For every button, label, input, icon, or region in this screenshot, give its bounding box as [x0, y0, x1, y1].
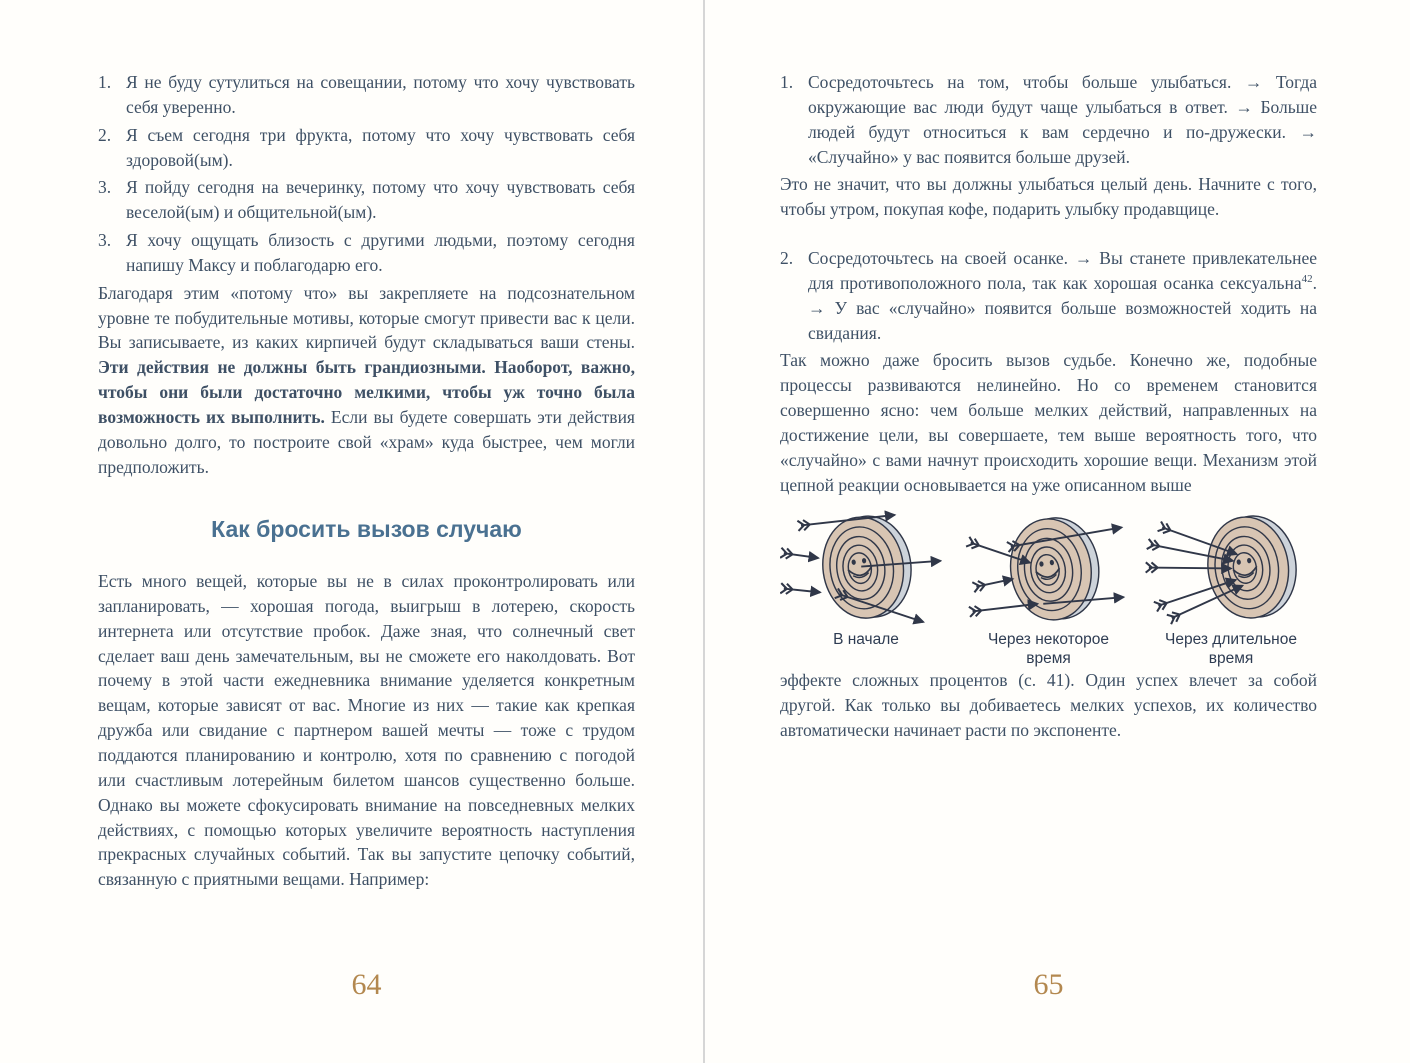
list-marker: 3.	[98, 177, 112, 198]
section-heading: Как бросить вызов случаю	[211, 515, 522, 542]
examples-list	[780, 70, 1317, 345]
list-item-text: Я не буду сутулиться на совещании, потому что хочу чувствовать себя уверенно.	[126, 72, 635, 117]
figure-item-some-time	[963, 508, 1135, 669]
list-item-part2: . → У вас «случайно» появится больше возможностей ходить на свидания.	[808, 272, 1317, 343]
list-item	[98, 228, 635, 278]
paragraph-compound: эффекте сложных процентов (с. 41). Один успех влечет за собой другой. Как только вы добиваетесь мелких успехов, их количество автоматически начинает расти по экспоненте.	[780, 670, 1317, 740]
target-illustration-some-time	[963, 508, 1135, 628]
right-page-content	[780, 70, 1317, 743]
footnote-reference: 42	[1301, 273, 1313, 286]
list-marker: 2.	[98, 124, 112, 145]
list-marker: 1.	[780, 72, 794, 92]
list-item-text: Я съем сегодня три фрукта, потому что хочу чувствовать себя здоровой(ым).	[126, 124, 635, 170]
targets-figure	[780, 508, 1317, 669]
page-gutter-divider	[703, 0, 705, 1063]
page-number-left: 64	[351, 968, 382, 1001]
paragraph-motives	[98, 281, 635, 480]
list-item-text	[808, 246, 1317, 345]
figure-caption: Через длительное время	[1165, 630, 1297, 667]
list-item	[98, 70, 635, 120]
figure-item-long-time	[1145, 508, 1317, 669]
figure-caption: Через некоторое время	[987, 630, 1110, 667]
list-marker: 3.	[98, 230, 112, 251]
paragraph-fate: Так можно даже бросить вызов судьбе. Конечно же, подобные процессы развиваются нелинейно. Но со временем становится совершенно ясно: чем больше мелких действий, направленных на достижение цели, вы совершаете, тем выше вероятность того, что «случайно» с вами начнут происходить хорошие вещи. Механизм этой цепной реакции основывается на уже описанном выше	[780, 350, 1317, 495]
list-item	[98, 123, 635, 173]
paragraph-chance: Есть много вещей, которые вы не в силах проконтролировать или запланировать, — хорошая погода, выигрыш в лотерею, скорость интернета или отсутствие пробок. Даже зная, что солнечный свет сделает ваш день замечательным, вы не сможете его наколдовать. Вот почему в этой части ежедневника внимание уделяется конкретным вещам, которые зависят от вас. Многие из них — такие как крепкая дружба или свидание с партнером вашей мечты — тоже с трудом поддаются планированию и контролю, хотя по сравнению с погодой или счастливым лотерейным билетом шансов существенно больше. Однако вы можете сфокусировать внимание на повседневных мелких действиях, с помощью которых увеличите вероятность наступления прекрасных случайных событий. Так вы запустите цепочку событий, связанную с приятными вещами. Например:	[98, 571, 635, 890]
list-item	[780, 246, 1317, 345]
list-marker: 2.	[780, 248, 794, 269]
list-item-text: Сосредоточьтесь на том, чтобы больше улыбаться. → Тогда окружающие вас люди будут чаще улыбаться в ответ. → Больше людей будут относиться к вам сердечно и по-дружески. → «Случайно» у вас появится больше друзей.	[808, 72, 1317, 167]
list-item	[98, 175, 635, 225]
paragraph-motives-part2: Если вы будете совершать эти действия довольно долго, то построите свой «храм» куда быстрее, чем могли предположить.	[98, 406, 635, 477]
figure-caption: В начале	[833, 630, 899, 648]
target-illustration-start	[780, 508, 952, 628]
figure-item-start	[780, 508, 952, 669]
list-item	[780, 70, 1317, 169]
page-number-right: 65	[1033, 968, 1064, 1001]
affirmations-list	[98, 70, 635, 278]
list-item-text: Я хочу ощущать близость с другими людьми, поэтому сегодня напишу Максу и поблагодарю его.	[126, 230, 635, 275]
target-illustration-long-time	[1145, 508, 1317, 628]
list-item-part1: Сосредоточьтесь на своей осанке. → Вы станете привлекательнее для противоположного пола, так как хорошая осанка сексуальна	[808, 248, 1317, 293]
list-marker: 1.	[98, 72, 112, 92]
list-item-text: Я пойду сегодня на вечеринку, потому что хочу чувствовать себя веселой(ым) и общительной(ым).	[126, 177, 635, 223]
left-page-content	[98, 70, 635, 892]
paragraph-motives-part1: Благодаря этим «потому что» вы закрепляете на подсознательном уровне те побудительные мотивы, которые смогут привести вас к цели. Вы записываете, из каких кирпичей будут складываться ваши стены.	[98, 282, 635, 353]
list-item-note: Это не значит, что вы должны улыбаться целый день. Начните с того, чтобы утром, покупая кофе, подарить улыбку продавщице.	[780, 174, 1317, 220]
paragraph-motives-bold: Эти действия не должны быть грандиозными. Наоборот, важно, чтобы они были достаточно мелкими, чтобы уж точно была возможность их выполнить.	[98, 357, 635, 427]
